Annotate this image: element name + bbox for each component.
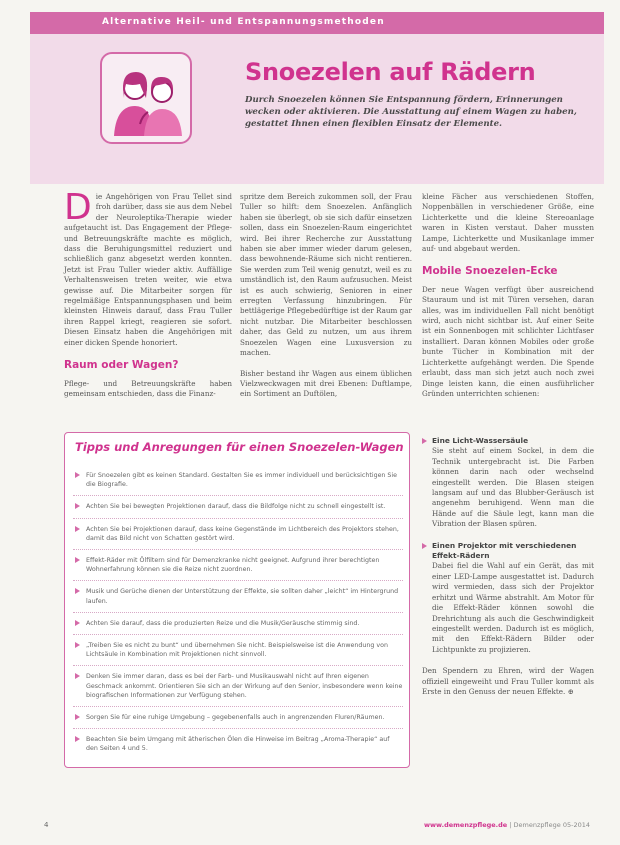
subhead-mobile-snoezelen-ecke: Mobile Snoezelen-Ecke xyxy=(422,265,558,278)
tip-item xyxy=(73,525,403,550)
body-paragraph: kleine Fächer aus verschiedenen Stoffen, Noppenbällen in verschiedener Größe, eine Lichterkette und die kleine Stereoanlage waren in Kisten verstaut. Daher mussten Lampe, Lichterkette und Musikanlage immer auf- und abgebaut werden. xyxy=(422,192,594,254)
body-paragraph: Der neue Wagen verfügt über ausreichend Stauraum und ist mit Türen versehen, daran alles, was im individuellen Fall nicht benötigt wird, auch nicht sichtbar ist. Auf einer Seite ist ein Sonnenbogen mit schlichter Lichtfaser installiert. Daran können Mobiles oder große bunte Tücher in Kombination mit der Lichterkette aufgehängt werden. Die Spende erlaubt, dass man sich jetzt auch noch zwei Dinge leisten kann, die einen ausführlicher Gründen unterrichten schienen: xyxy=(422,284,594,398)
tip-item xyxy=(73,502,403,518)
two-women-icon-graphic xyxy=(102,54,192,144)
triangle-bullet-icon xyxy=(75,503,80,509)
tip-item xyxy=(73,672,403,707)
body-paragraph: Pflege- und Betreuungskräfte haben gemeinsam entschieden, dass die Finanz- xyxy=(64,378,232,398)
item-heading-text: Eine Licht-Wassersäule xyxy=(432,436,529,445)
article-lead: Durch Snoezelen können Sie Entspannung fördern, Erinnerungen wecken oder aktivieren. Die Ausstattung auf einem Wagen zu haben, gestattet Ihnen einen flexiblen Einsatz der Elemente. xyxy=(245,95,577,129)
tip-text: Achten Sie bei bewegten Projektionen darauf, dass die Bildfolge nicht zu schnell eingestellt ist. xyxy=(86,503,386,511)
tip-text: „Treiben Sie es nicht zu bunt“ und übernehmen Sie nicht. Beispielsweise ist die Anwendung von Lichtsäule in Kombination mit Projektionen nicht sinnvoll. xyxy=(86,642,388,659)
body-paragraph: Bisher bestand ihr Wagen aus einem üblichen Vielzweckwagen mit drei Ebenen: Duftlampe, ein Sortiment an Duftölen, xyxy=(240,368,412,399)
tip-item xyxy=(73,619,403,635)
column-3 xyxy=(422,192,594,399)
triangle-bullet-icon xyxy=(75,526,80,532)
triangle-bullet-icon xyxy=(422,543,427,549)
drop-cap: D xyxy=(64,187,92,228)
item-body: Sie steht auf einem Sockel, in dem die Technik untergebracht ist. Die Farben können darin nach oder wechselnd eingestellt werden. Die Blasen steigen langsam auf und das Blubber-Geräusch ist angenehm beruhigend. Wenn man die Hände auf die Säule legt, kann man die Vibration der Blasen spüren. xyxy=(432,446,594,529)
column-2 xyxy=(240,192,412,400)
tip-text: Denken Sie immer daran, dass es bei der Farb- und Musikauswahl nicht auf Ihren eigenen Geschmack ankommt. Orientieren Sie sich an der Wirkung auf den Senior, insbesondere wenn keine biografischen Informationen zur Verfügung stehen. xyxy=(86,673,403,699)
item-heading-text: Einen Projektor mit verschiedenen Effekt-Rädern xyxy=(432,540,577,561)
tip-text: Beachten Sie beim Umgang mit ätherischen Ölen die Hinweise im Beitrag „Aroma-Therapie“ auf den Seiten 4 und 5. xyxy=(86,736,390,753)
tip-text: Sorgen Sie für eine ruhige Umgebung – gegebenenfalls auch in angrenzenden Fluren/Räumen. xyxy=(86,714,385,722)
tip-item xyxy=(73,471,403,496)
two-women-icon xyxy=(100,52,192,144)
triangle-bullet-icon xyxy=(75,588,80,594)
tip-item xyxy=(73,735,403,759)
triangle-bullet-icon xyxy=(75,714,80,720)
tip-text: Achten Sie bei Projektionen darauf, dass keine Gegenstände im Lichtbereich des Projektors stehen, damit das Bild nicht von Schatten gestört wird. xyxy=(86,525,399,542)
triangle-bullet-icon xyxy=(75,557,80,563)
triangle-bullet-icon xyxy=(75,642,80,648)
item-heading xyxy=(422,541,594,562)
tips-box-title: Tipps und Anregungen für einen Snoezelen-Wagen xyxy=(75,440,404,454)
triangle-bullet-icon xyxy=(75,736,80,742)
footer-issue: | Demenzpflege 05-2014 xyxy=(509,821,590,829)
tip-text: Effekt-Räder mit Ölfiltern sind für Demenzkranke nicht geeignet. Aufgrund ihrer berechtigten Wohnerfahrung können sie die Reize nicht zuordnen. xyxy=(86,557,380,574)
tip-item xyxy=(73,556,403,581)
footer-site-link[interactable]: www.demenzpflege.de xyxy=(424,821,508,829)
tip-text: Achten Sie darauf, dass die produzierten Reize und die Musik/Geräusche stimmig sind. xyxy=(86,619,360,627)
article-title: Snoezelen auf Rädern xyxy=(245,58,536,86)
triangle-bullet-icon xyxy=(75,673,80,679)
page-number: 4 xyxy=(44,821,49,829)
item-heading xyxy=(422,436,594,446)
tips-list xyxy=(73,471,403,766)
body-paragraph: ie Angehörigen von Frau Tellet sind froh darüber, dass sie aus dem Nebel der Neuroleptika-Therapie wieder aufgetaucht ist. Das Engagement der Pflege- und Betreuungskräfte machte es möglich, dass die Beruhigungsmittel reduziert und schließlich ganz abgesetzt werden konnten. Jetzt ist Frau Tuller wieder aktiv. Auffällige Verhaltensweisen treten weiter, wie etwa gewisse auf. Die Mitarbeiter sorgen für regelmäßige Entspannungsphasen und beim kleinsten Hinweis darauf, dass Frau Tuller ihren Rappel kriegt, reagieren sie sofort. Diesen Einsatz haben die Angehörigen mit einer dicken Spende honoriert. xyxy=(64,192,232,347)
tip-item xyxy=(73,587,403,612)
tip-item xyxy=(73,713,403,729)
triangle-bullet-icon xyxy=(75,620,80,626)
column-3-lower xyxy=(422,436,594,697)
tip-text: Für Snoezelen gibt es keinen Standard. Gestalten Sie es immer individuell und berücksichtigen Sie die Biografie. xyxy=(86,472,398,489)
section-header-bar xyxy=(30,12,604,34)
triangle-bullet-icon xyxy=(422,438,427,444)
column-1 xyxy=(64,187,232,399)
body-paragraph: spritze dem Bereich zukommen soll, der Frau Tuller so hilft: dem Snoezelen. Anfänglich haben sie überlegt, ob sie sich dafür einsetzen sollen, dass ein Snoezelen-Raum eingerichtet wird. Bei ihrer Recherche zur Ausstattung haben sie aber immer wieder darum gelesen, dass bewohnende-Räume sich nicht rentieren. Sie werden zum Teil wenig genutzt, weil es zu umständlich ist, den Raum aufzusuchen. Meist ist es auch schwierig, Senioren in einer erregten Verfassung hinzubringen. Für bettlägerige Pflegebedürftige ist der Raum gar nicht nutzbar. Die Mitarbeiter beschlossen daher, das Geld zu nutzen, um aus ihrem Snoezelen Wagen eine Luxusversion zu machen. xyxy=(240,192,412,358)
closing-paragraph: Den Spendern zu Ehren, wird der Wagen offiziell eingeweiht und Frau Tuller kommt als Erste in den Genuss der neuen Effekte. ⊕ xyxy=(422,666,594,696)
tip-item xyxy=(73,641,403,666)
tips-box xyxy=(64,432,410,768)
footer-credit xyxy=(424,821,590,829)
triangle-bullet-icon xyxy=(75,472,80,478)
tip-text: Musik und Gerüche dienen der Unterstützung der Effekte, sie sollten daher „leicht“ im Hintergrund laufen. xyxy=(86,588,399,605)
item-body: Dabei fiel die Wahl auf ein Gerät, das mit einer LED-Lampe ausgestattet ist. Dadurch wird vermieden, dass sich der Projektor erhitzt und Wärme abstrahlt. Am Motor für die Effekt-Räder können sowohl die Drehrichtung als auch die Geschwindigkeit eingestellt werden. Dadurch ist es möglich, mit den Effekt-Rädern Bilder oder Lichtpunkte zu projizieren. xyxy=(432,561,594,654)
subhead-raum-oder-wagen: Raum oder Wagen? xyxy=(64,359,179,372)
section-label: Alternative Heil- und Entspannungsmethoden xyxy=(102,17,385,27)
